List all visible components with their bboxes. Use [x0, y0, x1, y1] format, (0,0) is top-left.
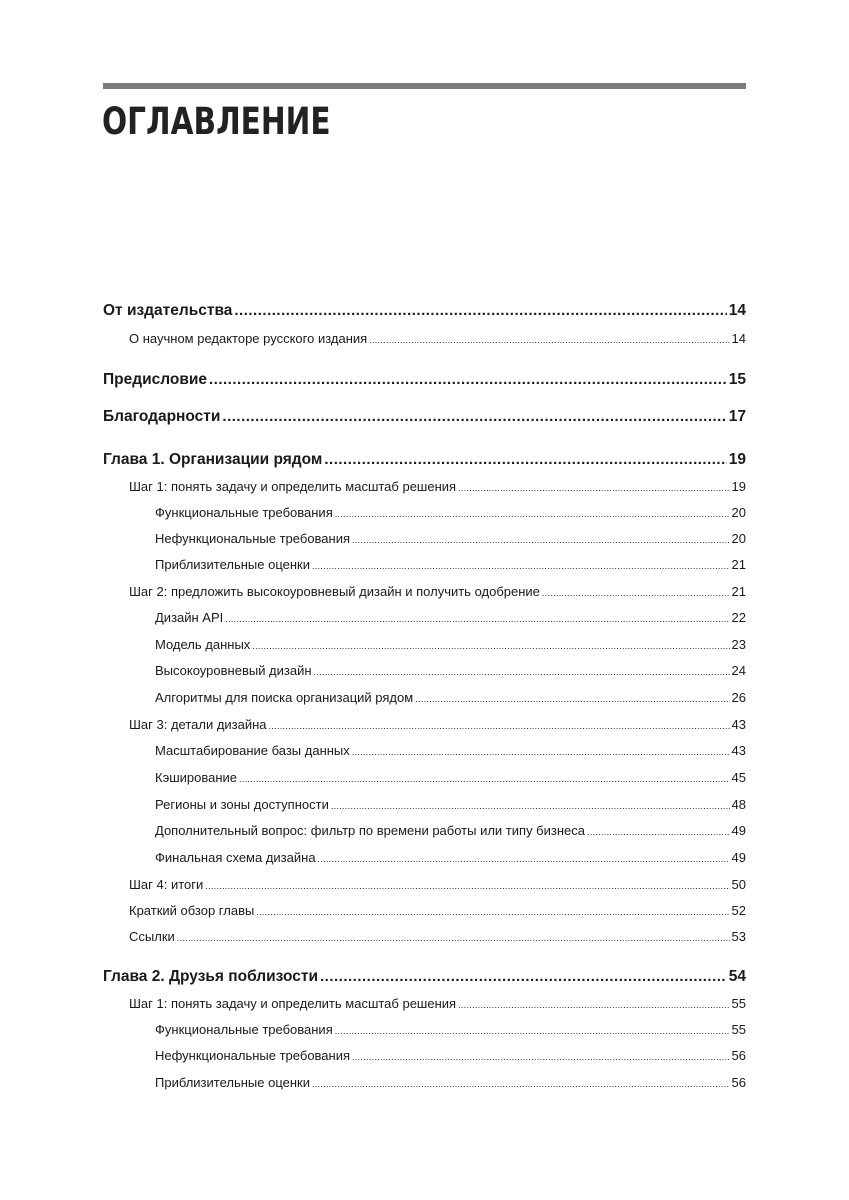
toc-entry[interactable] [103, 408, 746, 426]
toc-entry[interactable] [155, 663, 746, 678]
toc-entry-title: Функциональные требования [155, 1022, 333, 1037]
toc-entry[interactable] [129, 584, 746, 599]
toc-entry-page: 19 [728, 451, 746, 468]
toc-entry-title: Благодарности [103, 408, 221, 425]
toc-entry[interactable] [155, 743, 746, 758]
leader-dots [587, 827, 730, 837]
leader-dots [352, 1052, 730, 1062]
toc-entry-page: 45 [731, 770, 746, 785]
toc-entry[interactable] [129, 929, 746, 944]
toc-entry-page: 26 [731, 690, 746, 705]
toc-entry-title: Глава 2. Друзья поблизости [103, 968, 318, 985]
toc-entry[interactable] [155, 823, 746, 838]
toc-entry[interactable] [155, 1022, 746, 1037]
leader-dots [312, 561, 730, 571]
toc-entry-page: 49 [731, 823, 746, 838]
toc-entry[interactable] [155, 1075, 746, 1090]
toc-entry-title: Дополнительный вопрос: фильтр по времени работы или типу бизнеса [155, 823, 585, 838]
leader-dots [312, 1079, 730, 1089]
toc-entry-title: Предисловие [103, 371, 208, 388]
toc-entry-page: 21 [731, 557, 746, 572]
leader-dots [352, 535, 730, 545]
toc-entry-title: Краткий обзор главы [129, 903, 255, 918]
toc-entry[interactable] [155, 531, 746, 546]
toc-entry-title: Шаг 2: предложить высокоуровневый дизайн и получить одобрение [129, 584, 540, 599]
leader-dots [318, 854, 730, 864]
toc-entry[interactable] [103, 968, 746, 986]
toc-entry[interactable] [129, 903, 746, 918]
toc-entry-page: 23 [731, 637, 746, 652]
toc-entry[interactable] [155, 1048, 746, 1063]
toc-entry-title: Нефункциональные требования [155, 1048, 351, 1063]
toc-entry[interactable] [155, 505, 746, 520]
toc-entry-page: 14 [728, 302, 746, 319]
toc-entry-title: Шаг 1: понять задачу и определить масштаб решения [129, 996, 457, 1011]
leader-dots [205, 881, 729, 891]
leader-dots [225, 614, 729, 624]
toc-entry-page: 20 [731, 531, 746, 546]
toc-entry-page: 43 [731, 717, 746, 732]
toc-entry-title: Функциональные требования [155, 505, 333, 520]
toc-entry[interactable] [129, 996, 746, 1011]
toc-entry-page: 14 [731, 331, 746, 346]
toc-entry-page: 56 [731, 1048, 746, 1063]
toc-entry[interactable] [129, 331, 746, 346]
toc-entry[interactable] [155, 770, 746, 785]
toc-entry[interactable] [129, 479, 746, 494]
toc-entry[interactable] [129, 877, 746, 892]
leader-dots [352, 747, 730, 757]
toc-entry-page: 55 [731, 996, 746, 1011]
toc-entry[interactable] [155, 797, 746, 812]
toc-entry-title: Приблизительные оценки [155, 557, 310, 572]
toc-entry[interactable] [103, 371, 746, 389]
leader-dots [209, 371, 727, 388]
toc-entry[interactable] [155, 690, 746, 705]
leader-dots [415, 694, 729, 704]
leader-dots [331, 801, 730, 811]
leader-dots [335, 1026, 730, 1036]
page-title: ОГЛАВЛЕНИЕ [102, 100, 331, 143]
toc-entry-page: 22 [731, 610, 746, 625]
toc-entry[interactable] [129, 717, 746, 732]
toc-entry-page: 52 [731, 903, 746, 918]
toc-entry-title: Шаг 1: понять задачу и определить масштаб решения [129, 479, 457, 494]
leader-dots [252, 641, 729, 651]
toc-entry[interactable] [155, 557, 746, 572]
leader-dots [458, 1000, 729, 1010]
toc-entry-page: 55 [731, 1022, 746, 1037]
toc-entry-page: 21 [731, 584, 746, 599]
toc-entry-page: 50 [731, 877, 746, 892]
toc-entry-title: Шаг 4: итоги [129, 877, 204, 892]
toc-entry-page: 48 [731, 797, 746, 812]
toc-entry-page: 20 [731, 505, 746, 520]
toc-entry-page: 53 [731, 929, 746, 944]
toc-entry[interactable] [103, 451, 746, 469]
toc-entry-page: 54 [728, 968, 746, 985]
toc-entry-title: Дизайн API [155, 610, 224, 625]
toc-entry-title: О научном редакторе русского издания [129, 331, 368, 346]
toc-entry-page: 43 [731, 743, 746, 758]
toc-entry-title: Регионы и зоны доступности [155, 797, 329, 812]
toc-entry-title: Модель данных [155, 637, 251, 652]
toc-entry-title: Ссылки [129, 929, 175, 944]
leader-dots [335, 509, 730, 519]
leader-dots [324, 451, 726, 468]
leader-dots [320, 968, 727, 985]
leader-dots [239, 774, 730, 784]
toc-entry-title: Приблизительные оценки [155, 1075, 310, 1090]
toc-entry-title: Нефункциональные требования [155, 531, 351, 546]
toc-entry-title: Высокоуровневый дизайн [155, 663, 312, 678]
leader-dots [458, 483, 729, 493]
leader-dots [269, 721, 730, 731]
toc-entry-page: 49 [731, 850, 746, 865]
leader-dots [256, 907, 729, 917]
leader-dots [369, 335, 729, 345]
leader-dots [314, 667, 730, 677]
toc-entry-title: Глава 1. Организации рядом [103, 451, 323, 468]
leader-dots [234, 302, 726, 319]
toc-entry[interactable] [155, 637, 746, 652]
leader-dots [177, 933, 730, 943]
toc-entry-title: От издательства [103, 302, 233, 319]
toc-entry-page: 56 [731, 1075, 746, 1090]
toc-entry-page: 19 [731, 479, 746, 494]
leader-dots [222, 408, 726, 425]
toc-entry-title: Шаг 3: детали дизайна [129, 717, 267, 732]
toc-entry-page: 17 [728, 408, 746, 425]
toc-entry-title: Кэширование [155, 770, 238, 785]
toc-entry[interactable] [155, 610, 746, 625]
toc-entry-title: Алгоритмы для поиска организаций рядом [155, 690, 414, 705]
toc-entry[interactable] [103, 302, 746, 320]
toc-entry-title: Финальная схема дизайна [155, 850, 316, 865]
toc-entry-page: 24 [731, 663, 746, 678]
toc-entry[interactable] [155, 850, 746, 865]
toc-entry-title: Масштабирование базы данных [155, 743, 350, 758]
header-rule [103, 83, 746, 89]
leader-dots [542, 588, 730, 598]
toc-entry-page: 15 [728, 371, 746, 388]
